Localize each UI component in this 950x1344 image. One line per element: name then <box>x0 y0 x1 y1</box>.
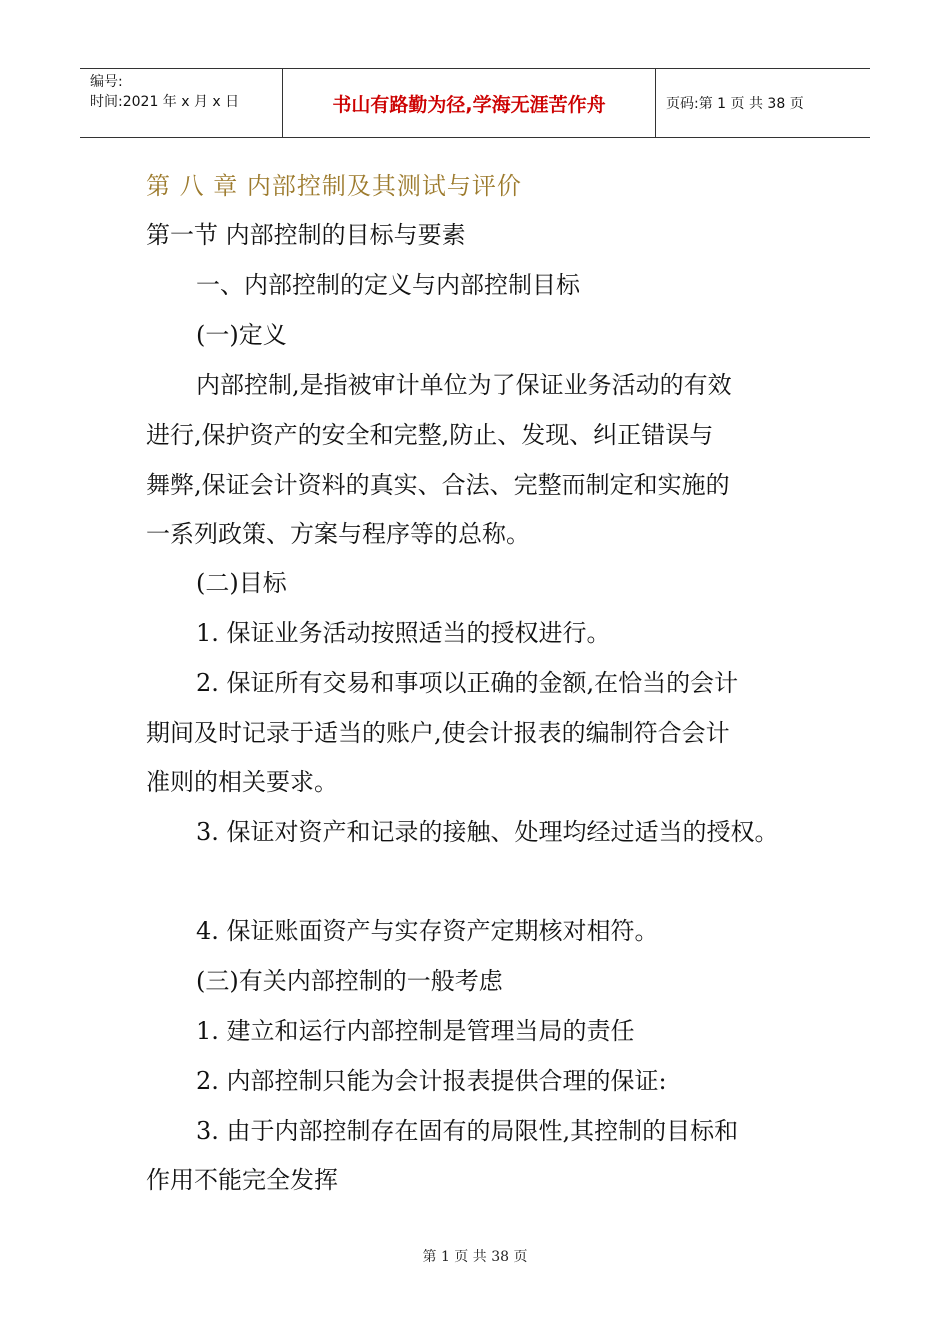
list-item-continuation: 准则的相关要求。 <box>146 768 338 796</box>
header-page-number: 页码:第 1 页 共 38 页 <box>666 96 804 112</box>
motto-text: 书山有路勤为径,学海无涯苦作舟 <box>332 93 606 116</box>
list-item: 1. 建立和运行内部控制是管理当局的责任 <box>196 1017 635 1045</box>
list-item-continuation: 作用不能完全发挥 <box>146 1166 338 1194</box>
list-item: 2. 内部控制只能为会计报表提供合理的保证: <box>196 1067 667 1095</box>
paragraph-line: 进行,保护资产的安全和完整,防止、发现、纠正错误与 <box>146 421 714 449</box>
list-item: 1. 保证业务活动按照适当的授权进行。 <box>196 619 611 647</box>
list-item-continuation: 期间及时记录于适当的账户,使会计报表的编制符合会计 <box>146 719 730 747</box>
chapter-title: 第 八 章 内部控制及其测试与评价 <box>146 172 522 200</box>
header-meta-cell <box>80 69 282 137</box>
page-info-cell <box>656 69 870 137</box>
serial-number-label: 编号: <box>90 74 123 90</box>
page-footer: 第 1 页 共 38 页 <box>422 1249 528 1265</box>
date-label: 时间:2021 年 x 月 x 日 <box>90 94 240 110</box>
definition-heading: (一)定义 <box>196 321 287 349</box>
list-item: 2. 保证所有交易和事项以正确的金额,在恰当的会计 <box>196 669 739 697</box>
subsection-heading: 一、内部控制的定义与内部控制目标 <box>196 271 580 299</box>
list-item: 4. 保证账面资产与实存资产定期核对相符。 <box>196 917 659 945</box>
paragraph-line: 内部控制,是指被审计单位为了保证业务活动的有效 <box>196 371 732 399</box>
document-header <box>80 68 870 138</box>
consideration-heading: (三)有关内部控制的一般考虑 <box>196 967 503 995</box>
section-title: 第一节 内部控制的目标与要素 <box>146 221 466 249</box>
motto-cell <box>282 69 656 137</box>
paragraph-line: 舞弊,保证会计资料的真实、合法、完整而制定和实施的 <box>146 471 730 499</box>
paragraph-line: 一系列政策、方案与程序等的总称。 <box>146 520 530 548</box>
list-item: 3. 保证对资产和记录的接触、处理均经过适当的授权。 <box>196 818 779 846</box>
list-item: 3. 由于内部控制存在固有的局限性,其控制的目标和 <box>196 1117 739 1145</box>
goal-heading: (二)目标 <box>196 569 287 597</box>
